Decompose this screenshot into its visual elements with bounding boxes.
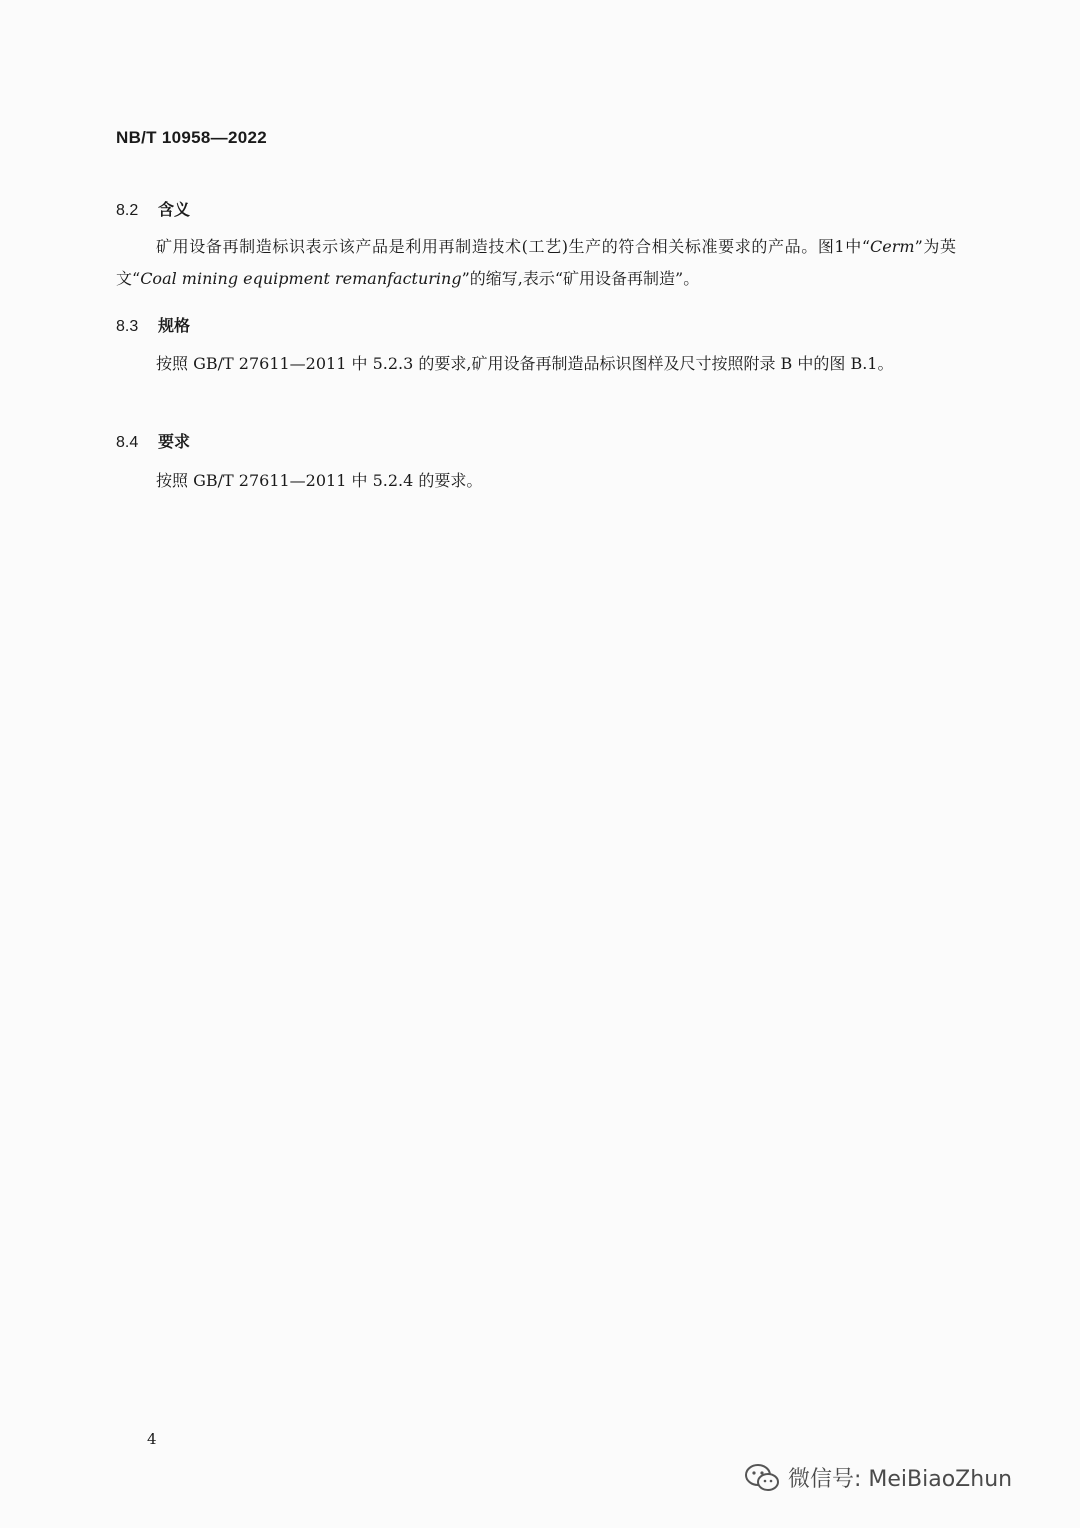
document-code: NB/T 10958—2022	[116, 128, 267, 147]
italic-term: Coal mining equipment remanfacturing	[140, 269, 462, 288]
paragraph-text: ”为英文“	[116, 237, 956, 288]
watermark	[744, 1462, 1012, 1493]
section-title: 要求	[158, 432, 191, 451]
section-heading-8-4	[116, 429, 190, 452]
section-heading-8-2	[116, 197, 190, 220]
italic-term: Cerm	[870, 237, 915, 256]
watermark-text: 微信号: MeiBiaoZhun	[788, 1467, 1013, 1492]
paragraph-text: ”的缩写,表示“矿用设备再制造”。	[461, 269, 700, 288]
section-number: 8.3	[116, 318, 139, 335]
page-number: 4	[147, 1430, 157, 1448]
paragraph-text: 矿用设备再制造标识表示该产品是利用再制造技术(工艺)生产的符合相关标准要求的产品。图1中“	[156, 237, 871, 256]
section-number: 8.2	[116, 202, 139, 219]
section-paragraph-8-4: 按照 GB/T 27611—2011 中 5.2.4 的要求。	[156, 471, 483, 490]
wechat-icon	[744, 1463, 780, 1493]
section-heading-8-3	[116, 313, 190, 336]
section-paragraph-8-3: 按照 GB/T 27611—2011 中 5.2.3 的要求,矿用设备再制造品标识图样及尺寸按照附录 B 中的图 B.1。	[156, 354, 894, 373]
section-number: 8.4	[116, 434, 139, 451]
section-title: 规格	[158, 316, 191, 335]
section-paragraph-8-2	[116, 231, 956, 295]
section-title: 含义	[158, 200, 191, 219]
